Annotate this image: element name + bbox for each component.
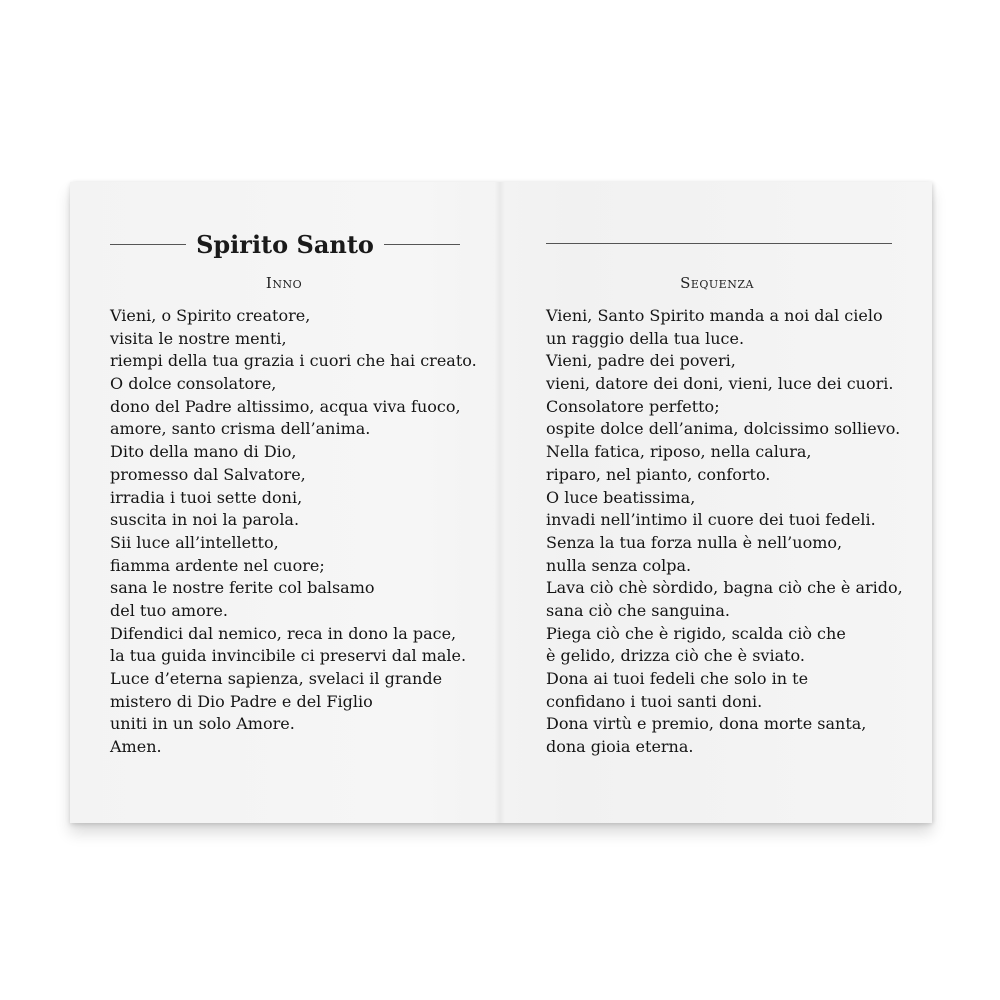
verse-line: Amen. — [110, 737, 162, 757]
verse-line: confidano i tuoi santi doni. — [546, 691, 763, 711]
verse-line: uniti in un solo Amore. — [110, 714, 295, 734]
verse-line: Dona ai tuoi fedeli che solo in te — [546, 669, 809, 688]
verse-line: del tuo amore. — [110, 600, 228, 620]
verse-line: mistero di Dio Padre e del Figlio — [110, 691, 373, 711]
verse-line: Lava ciò chè sòrdido, bagna ciò che è arido, — [546, 578, 903, 598]
verse-line: Dona virtù e premio, dona morte santa, — [546, 714, 867, 734]
verse-line: Difendici dal nemico, reca in dono la pace, — [110, 623, 457, 643]
verse-line: Vieni, Santo Spirito manda a noi dal cielo — [546, 306, 883, 325]
right-page — [502, 182, 932, 823]
prayer-card — [70, 182, 932, 823]
verse-line: O luce beatissima, — [546, 487, 696, 507]
verse-line: un raggio della tua luce. — [546, 328, 745, 348]
verse-line: invadi nell’intimo il cuore dei tuoi fedeli. — [546, 510, 876, 530]
verse-line: amore, santo crisma dell’anima. — [110, 419, 371, 439]
verse-line: riempi della tua grazia i cuori che hai creato. — [110, 351, 477, 371]
verse-line: promesso dal Salvatore, — [110, 464, 306, 484]
verse-line: Luce d’eterna sapienza, svelaci il grande — [110, 669, 443, 688]
top-rule — [546, 243, 892, 244]
verse-line: vieni, datore dei doni, vieni, luce dei cuori. — [546, 374, 894, 394]
title-rule-left — [110, 244, 186, 245]
verse-line: sana le nostre ferite col balsamo — [110, 578, 375, 598]
verse-line: sana ciò che sanguina. — [546, 600, 730, 620]
verse-line: Sii luce all’intelletto, — [110, 532, 279, 552]
verse-line: dono del Padre altissimo, acqua viva fuoco, — [110, 396, 461, 416]
verse-line: dona gioia eterna. — [546, 737, 694, 757]
verse-line: nulla senza colpa. — [546, 555, 692, 575]
hymn-text — [110, 305, 477, 759]
verse-line: suscita in noi la parola. — [110, 510, 300, 530]
verse-line: ospite dolce dell’anima, dolcissimo sollievo. — [546, 419, 901, 439]
verse-line: Consolatore perfetto; — [546, 396, 720, 416]
verse-line: fiamma ardente nel cuore; — [110, 555, 325, 575]
title-row — [110, 228, 460, 260]
verse-line: visita le nostre menti, — [110, 328, 287, 348]
verse-line: riparo, nel pianto, conforto. — [546, 464, 771, 484]
verse-line: O dolce consolatore, — [110, 374, 277, 394]
sequence-text — [546, 305, 903, 759]
verse-line: Vieni, o Spirito creatore, — [110, 306, 311, 325]
verse-line: Dito della mano di Dio, — [110, 442, 297, 462]
sequence-subtitle: Sequenza — [680, 274, 754, 292]
verse-line: Vieni, padre dei poveri, — [546, 351, 736, 371]
left-page — [70, 182, 498, 823]
verse-line: è gelido, drizza ciò che è sviato. — [546, 646, 805, 666]
verse-line: Nella fatica, riposo, nella calura, — [546, 442, 812, 462]
verse-line: la tua guida invincibile ci preservi dal male. — [110, 646, 467, 666]
page-title: Spirito Santo — [196, 229, 374, 259]
hymn-subtitle: Inno — [265, 274, 303, 292]
verse-line: Piega ciò che è rigido, scalda ciò che — [546, 623, 846, 643]
title-rule-right — [384, 244, 460, 245]
verse-line: Senza la tua forza nulla è nell’uomo, — [546, 532, 843, 552]
verse-line: irradia i tuoi sette doni, — [110, 487, 303, 507]
